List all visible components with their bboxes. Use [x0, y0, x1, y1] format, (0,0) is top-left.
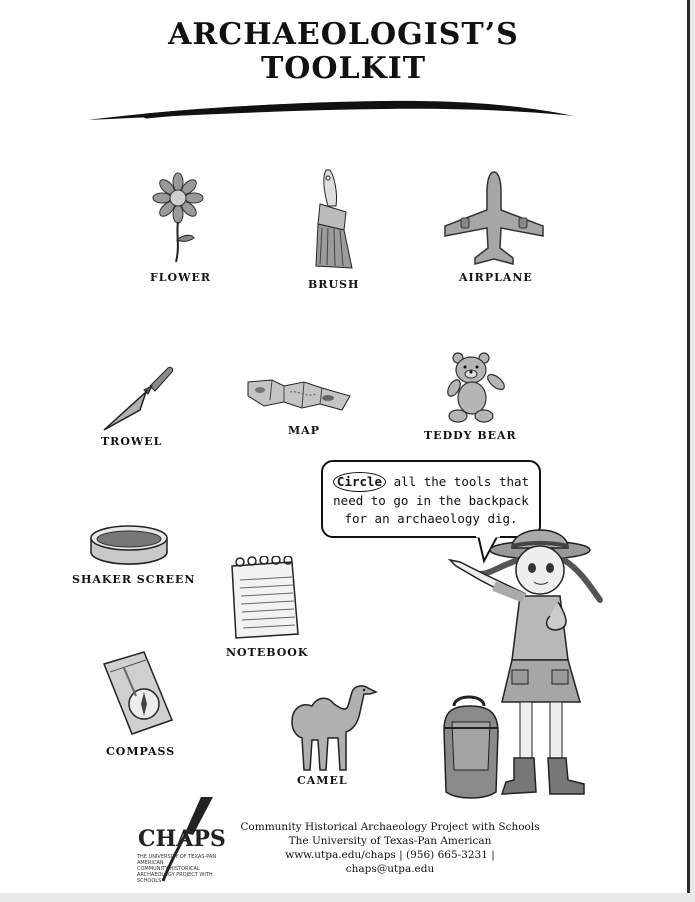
footer-line-2: The University of Texas-Pan American: [288, 835, 492, 847]
notebook-icon[interactable]: [226, 556, 300, 640]
label-camel: CAMEL: [297, 774, 348, 787]
circle-word: Circle: [333, 472, 386, 492]
label-teddy-bear: TEDDY BEAR: [424, 429, 517, 442]
title-line-1: ARCHAEOLOGIST’S: [168, 17, 519, 52]
page-title: [0, 18, 687, 86]
trowel-icon[interactable]: [100, 364, 174, 434]
chaps-logo-word: CHAPS: [138, 826, 226, 852]
label-brush: BRUSH: [308, 278, 360, 291]
map-icon[interactable]: [246, 378, 354, 412]
label-compass: COMPASS: [106, 745, 176, 758]
bubble-line-2: need to go in the backpack: [333, 493, 529, 508]
archaeologist-girl-illustration: [440, 510, 610, 800]
bubble-line-1: [323, 472, 539, 492]
footer-contact: [240, 820, 540, 876]
brush-icon[interactable]: [312, 168, 360, 270]
label-trowel: TROWEL: [101, 435, 163, 448]
label-shaker-screen: SHAKER SCREEN: [72, 573, 196, 586]
chaps-logo-sub-2: COMMUNITY HISTORICAL ARCHAEOLOGY PROJECT WITH SCHOOLS: [137, 866, 213, 884]
label-map: MAP: [288, 424, 320, 437]
camel-icon[interactable]: [288, 682, 380, 774]
compass-icon[interactable]: [100, 650, 176, 736]
footer-line-3: www.utpa.edu/chaps | (956) 665-3231 | chaps@utpa.edu: [285, 849, 495, 875]
airplane-icon[interactable]: [443, 170, 545, 266]
chaps-logo-subtext: [137, 854, 237, 884]
chaps-logo-sub-1: THE UNIVERSITY OF TEXAS-PAN AMERICAN: [137, 854, 217, 866]
flower-icon[interactable]: [150, 172, 206, 264]
title-brush-stroke: [86, 96, 576, 126]
label-flower: FLOWER: [150, 271, 212, 284]
label-airplane: AIRPLANE: [459, 271, 533, 284]
bubble-line-1-text: all the tools that: [386, 474, 530, 489]
shaker-screen-icon[interactable]: [89, 524, 169, 568]
bubble-line-3: for an archaeology dig.: [344, 511, 518, 526]
title-line-2: TOOLKIT: [260, 51, 427, 86]
footer-line-1: Community Historical Archaeology Project with Schools: [240, 821, 540, 833]
teddy-bear-icon[interactable]: [444, 352, 510, 424]
label-notebook: NOTEBOOK: [226, 646, 309, 659]
